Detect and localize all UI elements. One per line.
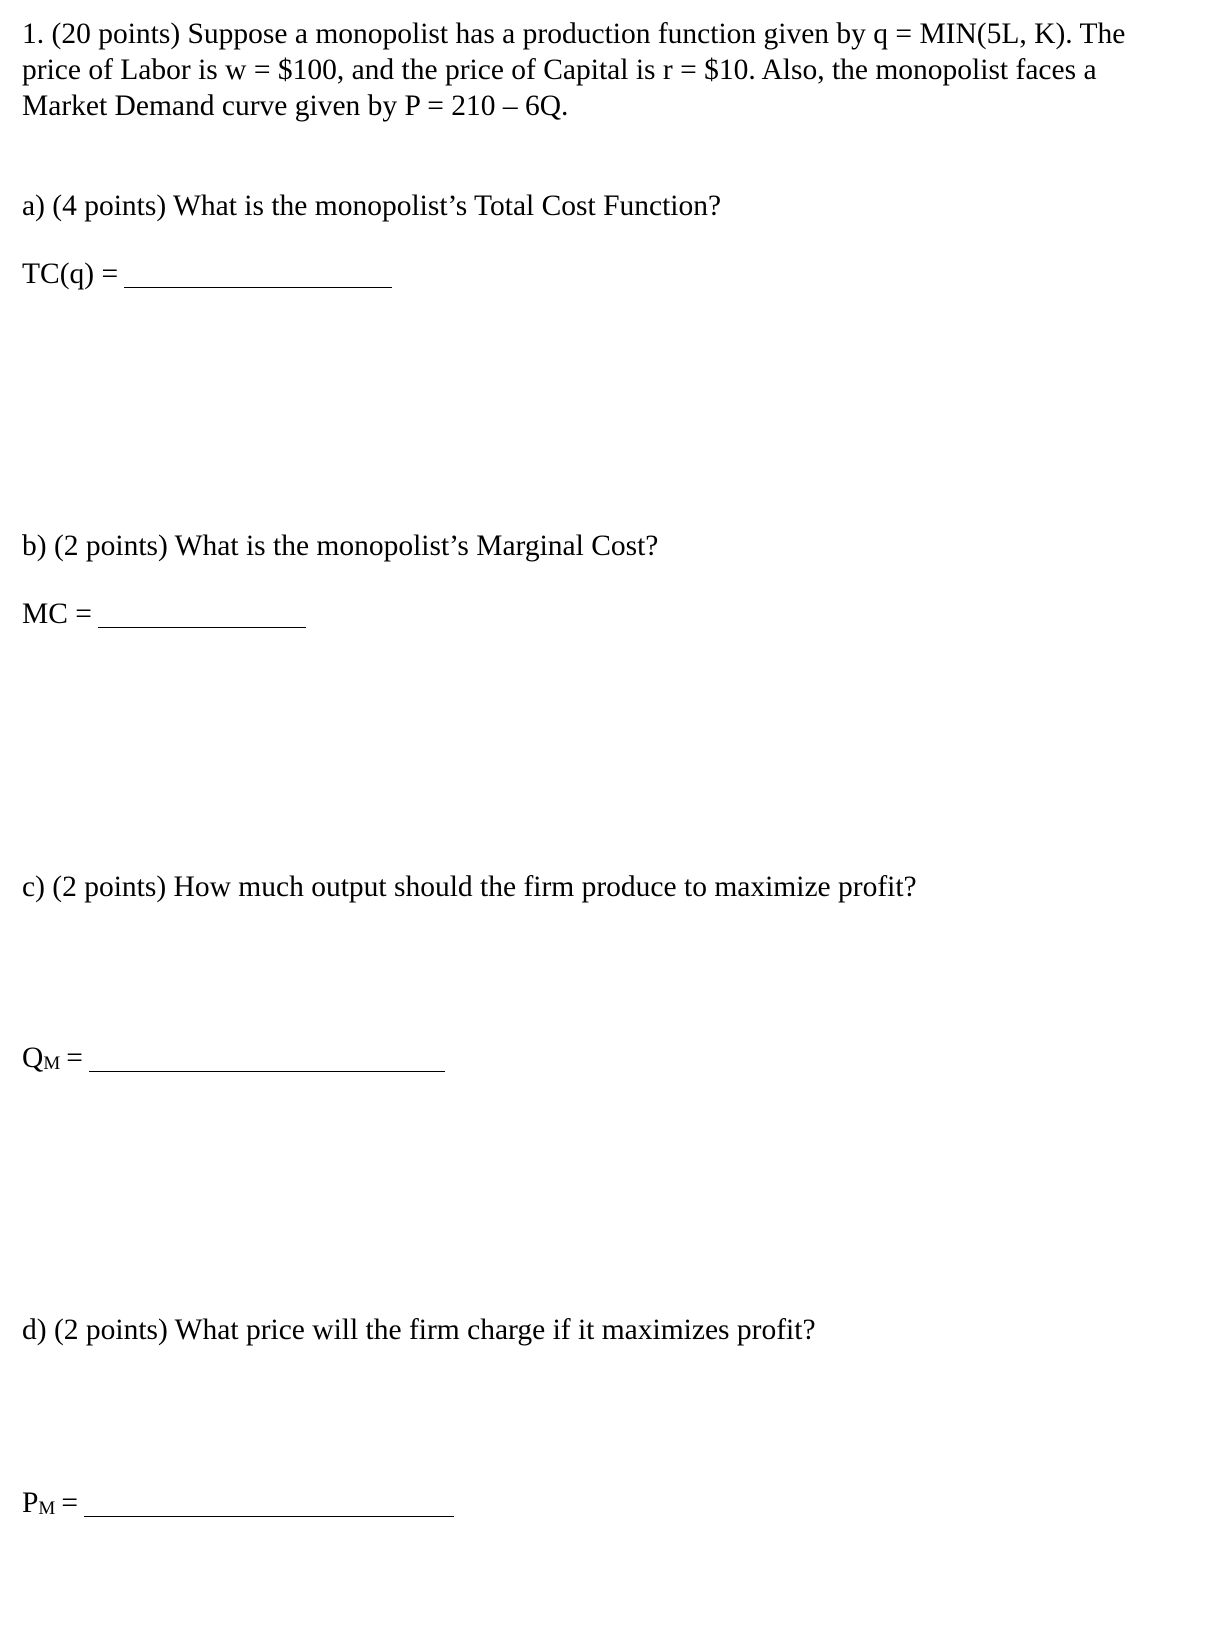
answer-a [22, 256, 392, 292]
answer-d-label-base: P [22, 1487, 39, 1519]
question-a: a) (4 points) What is the monopolist’s Total Cost Function? [22, 190, 722, 222]
problem-line-1: 1. (20 points) Suppose a monopolist has a production function given by q = MIN(5L, K). The [22, 18, 1126, 50]
answer-b-label: MC = [22, 598, 92, 630]
problem-statement [22, 16, 1192, 124]
answer-a-label: TC(q) = [22, 258, 119, 290]
problem-line-2: price of Labor is w = $100, and the price of Capital is r = $10. Also, the monopolist faces a [22, 54, 1097, 86]
answer-c-label-base: Q [22, 1042, 44, 1074]
answer-b [22, 596, 306, 632]
answer-c-blank[interactable] [89, 1041, 445, 1072]
question-d: d) (2 points) What price will the firm charge if it maximizes profit? [22, 1314, 816, 1346]
answer-a-blank[interactable] [124, 257, 392, 288]
answer-d: P $^M$ = [22, 1485, 454, 1521]
problem-line-3: Market Demand curve given by P = 210 – 6Q. [22, 90, 569, 122]
answer-c-label-eq: = [66, 1042, 83, 1074]
answer-c: Q $^M$ = [22, 1040, 445, 1076]
question-b: b) (2 points) What is the monopolist’s Marginal Cost? [22, 530, 659, 562]
question-c: c) (2 points) How much output should the firm produce to maximize profit? [22, 871, 917, 903]
answer-d-label-eq: = [61, 1487, 78, 1519]
answer-d-blank[interactable] [84, 1486, 454, 1517]
answer-b-blank[interactable] [98, 597, 306, 628]
